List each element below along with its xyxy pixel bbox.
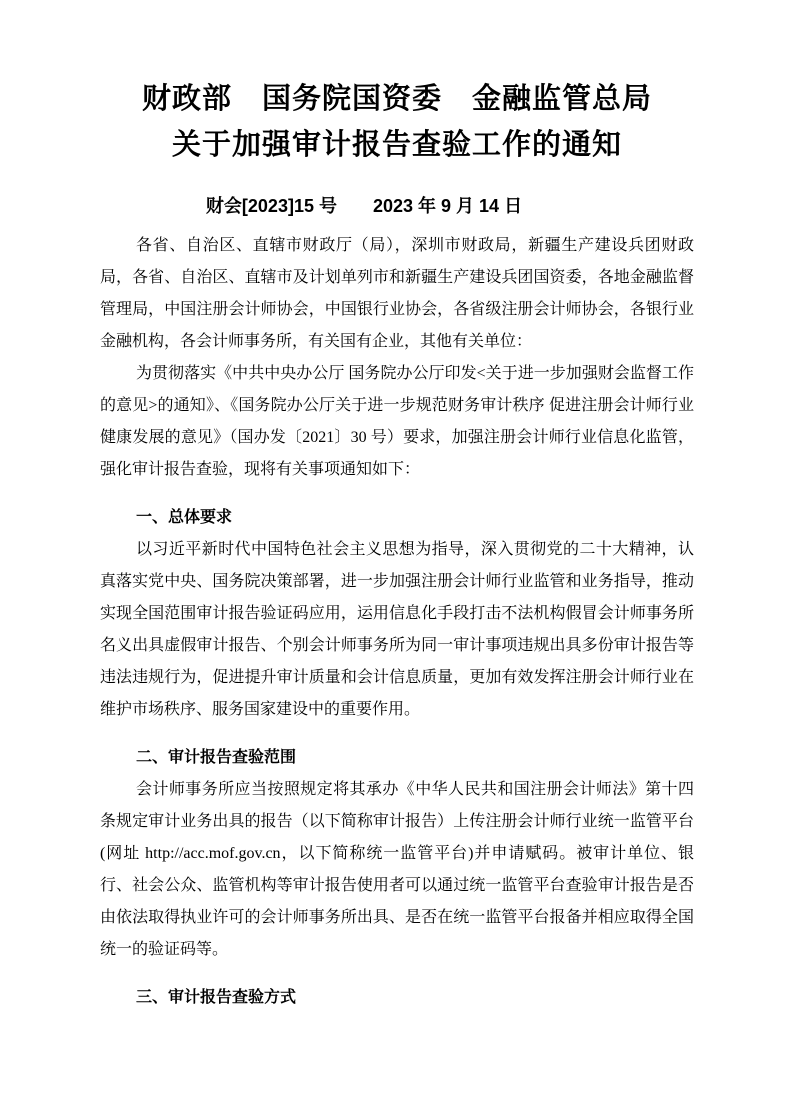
section-2-paragraph: 会计师事务所应当按照规定将其承办《中华人民共和国注册会计师法》第十四条规定审计业务出具的报告（以下简称审计报告）上传注册会计师行业统一监管平台(网址 http://acc.mof.gov.cn，以下简称统一监管平台)并申请赋码。被审计单位、银行、社会公众、监管机构等审计报告使用者可以通过统一监管平台查验审计报告是否由依法取得执业许可的会计师事务所出具、是否在统一监管平台报备并相应取得全国统一的验证码等。 bbox=[100, 781, 694, 958]
document-title-agencies: 财政部 国务院国资委 金融监管总局 bbox=[141, 83, 652, 115]
section-3-heading: 三、审计报告查验方式 bbox=[136, 989, 297, 1006]
document-title bbox=[100, 76, 694, 168]
document-title-subject: 关于加强审计报告查验工作的通知 bbox=[171, 129, 622, 161]
document-meta-line bbox=[67, 194, 661, 218]
document-number: 财会[2023]15 号 bbox=[205, 196, 337, 216]
recipients-paragraph: 各省、自治区、直辖市财政厅（局），深圳市财政局，新疆生产建设兵团财政局，各省、自治区、直辖市及计划单列市和新疆生产建设兵团国资委，各地金融监督管理局，中国注册会计师协会，中国银行业协会，各省级注册会计师协会，各银行业金融机构，各会计师事务所，有关国有企业，其他有关单位： bbox=[100, 237, 694, 350]
document-date: 2023 年 9 月 14 日 bbox=[372, 196, 523, 216]
section-1-paragraph: 以习近平新时代中国特色社会主义思想为指导，深入贯彻党的二十大精神，认真落实党中央、国务院决策部署，进一步加强注册会计师行业监管和业务指导，推动实现全国范围审计报告验证码应用，运用信息化手段打击不法机构假冒会计师事务所名义出具虚假审计报告、个别会计师事务所为同一审计事项违规出具多份审计报告等违法违规行为，促进提升审计质量和会计信息质量，更加有效发挥注册会计师行业在维护市场秩序、服务国家建设中的重要作用。 bbox=[100, 541, 694, 718]
section-2-heading: 二、审计报告查验范围 bbox=[136, 749, 297, 766]
section-1-heading: 一、总体要求 bbox=[136, 509, 233, 526]
preamble-paragraph: 为贯彻落实《中共中央办公厅 国务院办公厅印发<关于进一步加强财会监督工作的意见>的通知》、《国务院办公厅关于进一步规范财务审计秩序 促进注册会计师行业健康发展的意见》（国办发〔2021〕30 号）要求，加强注册会计师行业信息化监管，强化审计报告查验，现将有关事项通知如下： bbox=[100, 365, 694, 478]
document-body bbox=[100, 230, 694, 1014]
